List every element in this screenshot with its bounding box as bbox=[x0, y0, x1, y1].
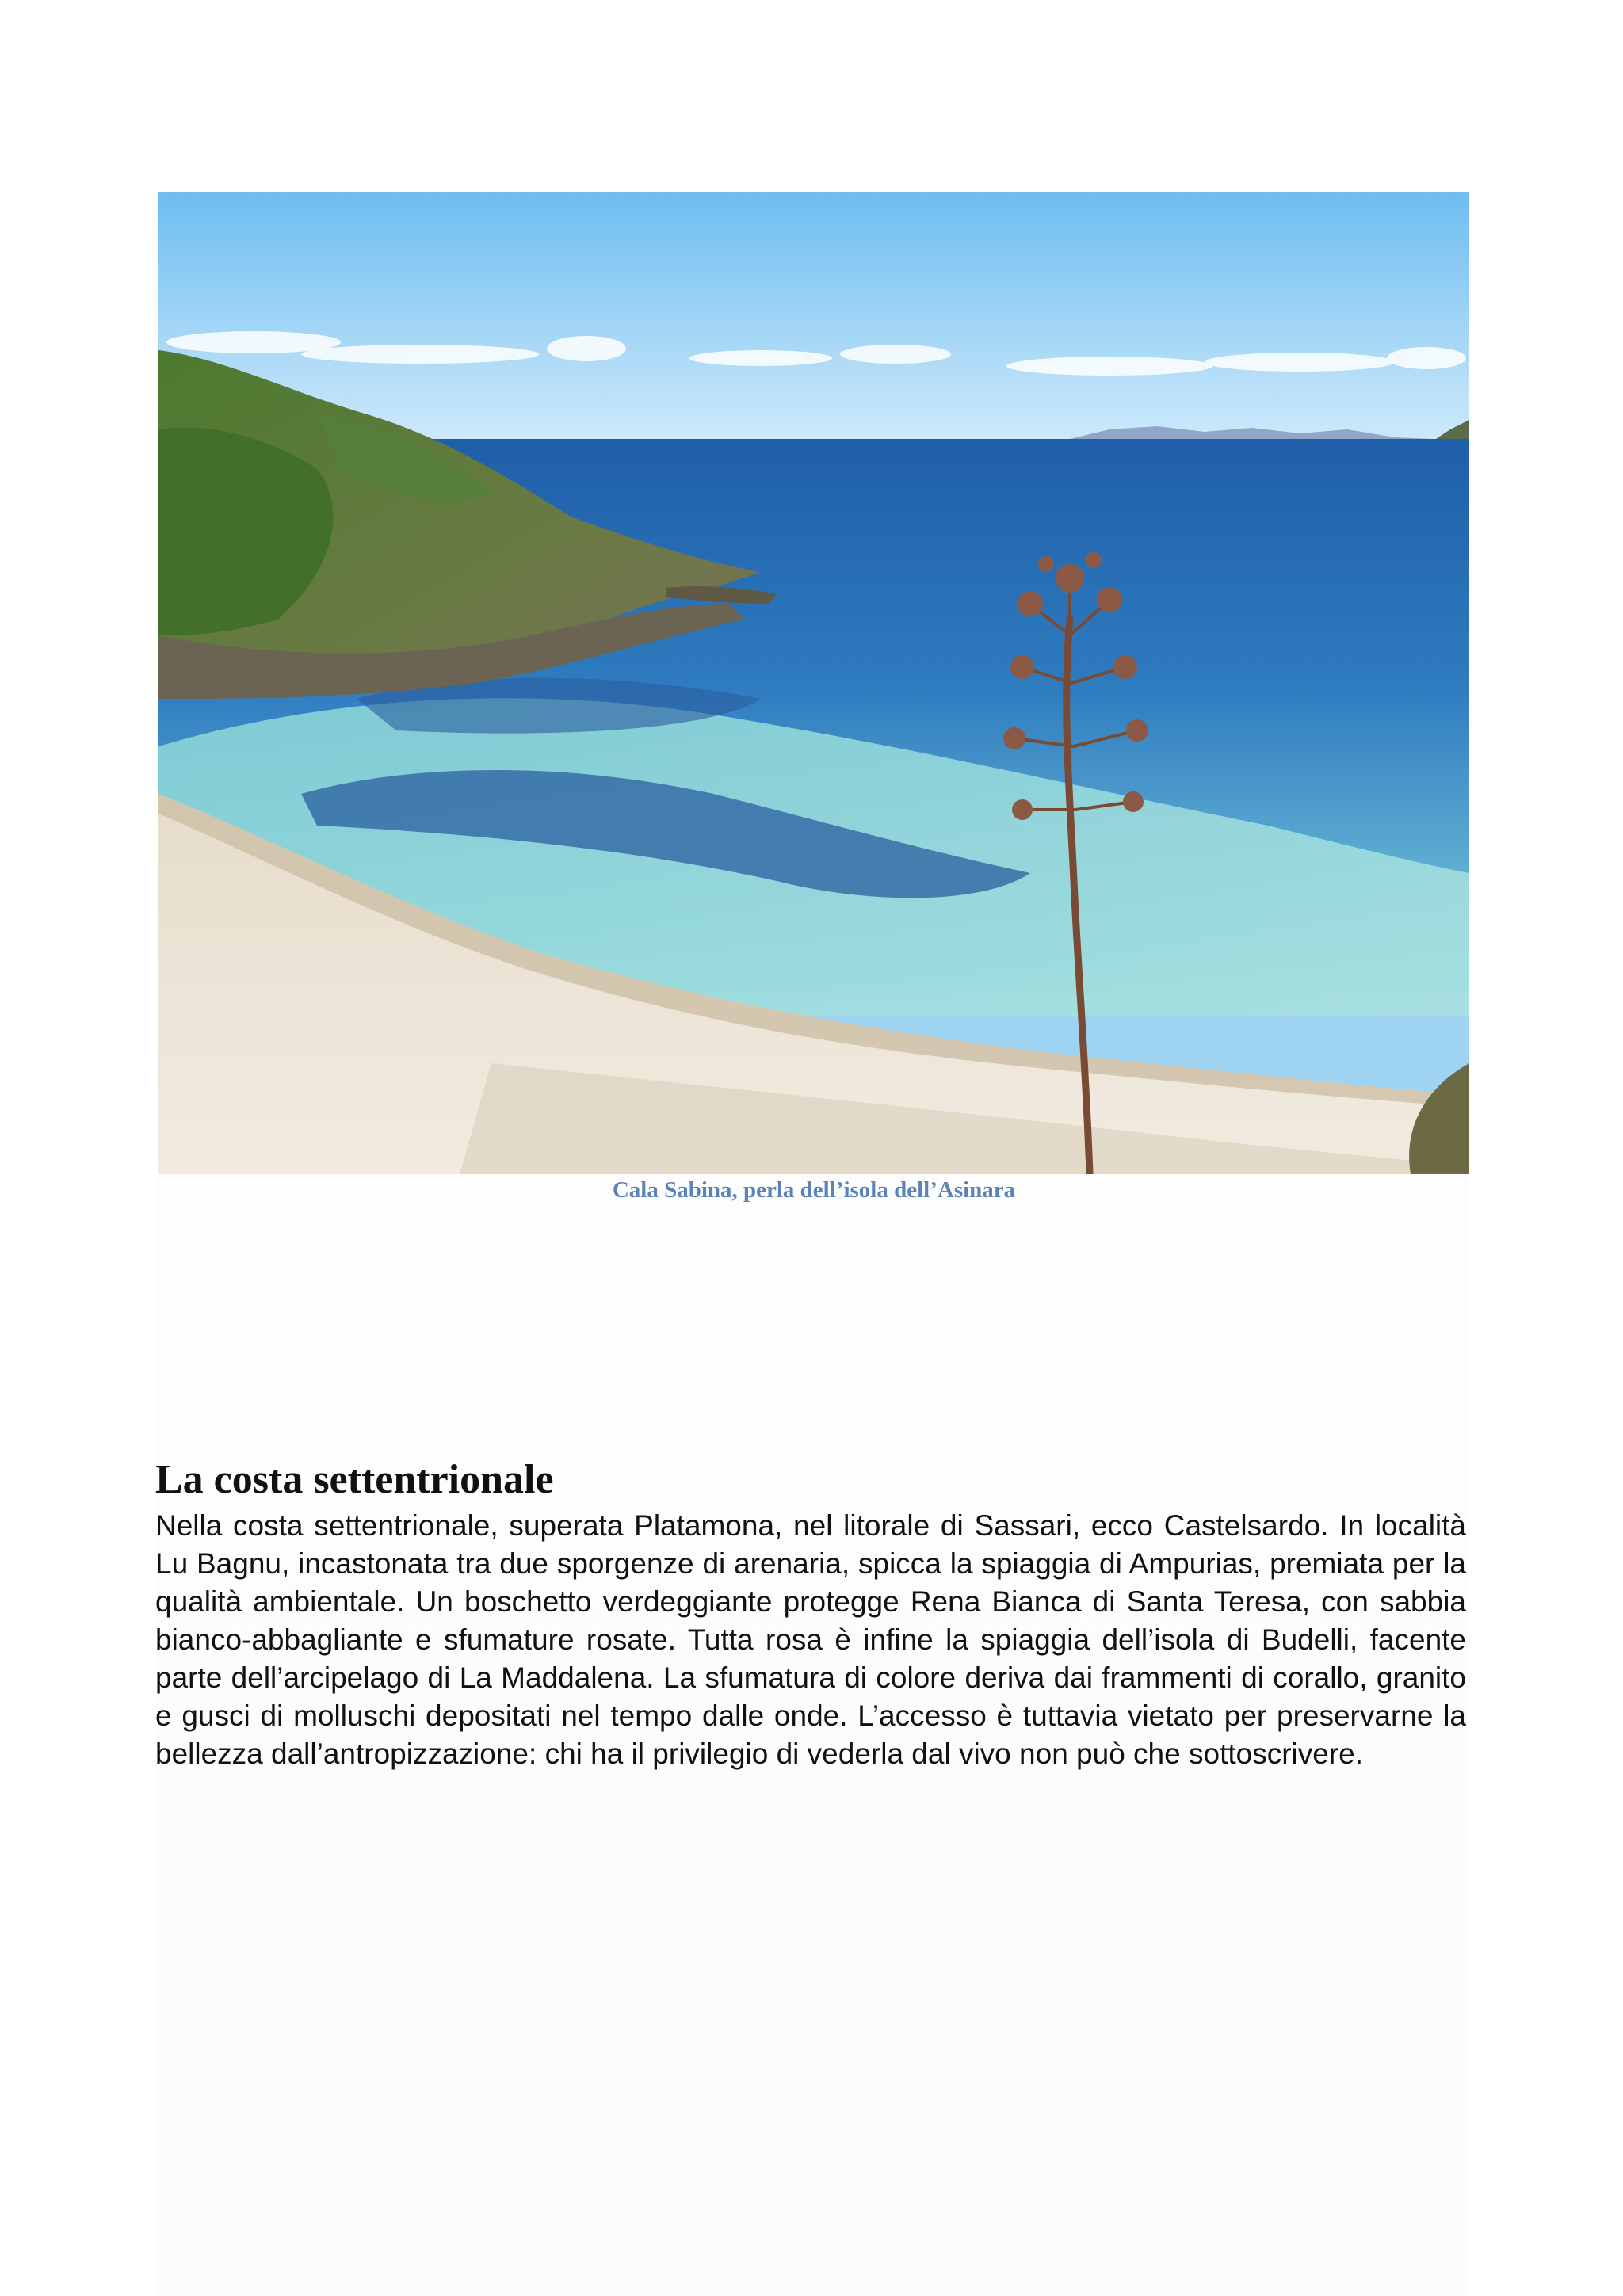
section-body: Nella costa settentrionale, superata Platamona, nel litorale di Sassari, ecco Castelsardo. In località Lu Bagnu, incastonata tra due sporgenze di arenaria, spicca la spiaggia di Ampurias, premiata per la qualità ambientale. Un boschetto verdeggiante protegge Rena Bianca di Santa Teresa, con sabbia bianco-abbagliante e sfumature rosate. Tutta rosa è infine la spiaggia dell’isola di Budelli, facente parte dell’arcipelago di La Maddalena. La sfumatura di colore deriva dai frammenti di corallo, granito e gusci di molluschi depositati nel tempo dalle onde. L’accesso è tuttavia vietato per preservarne la bellezza dall’antropizzazione: chi ha il privilegio di vederla dal vivo non può che sottoscrivere. bbox=[155, 1509, 1466, 1770]
beach-photo bbox=[158, 192, 1469, 1174]
beach-photo-illustration bbox=[158, 192, 1469, 1174]
section-title: La costa settentrionale bbox=[155, 1457, 554, 1502]
article-section bbox=[155, 1456, 1466, 1773]
photo-caption: Cala Sabina, perla dell’isola dell’Asinara bbox=[612, 1177, 1016, 1203]
